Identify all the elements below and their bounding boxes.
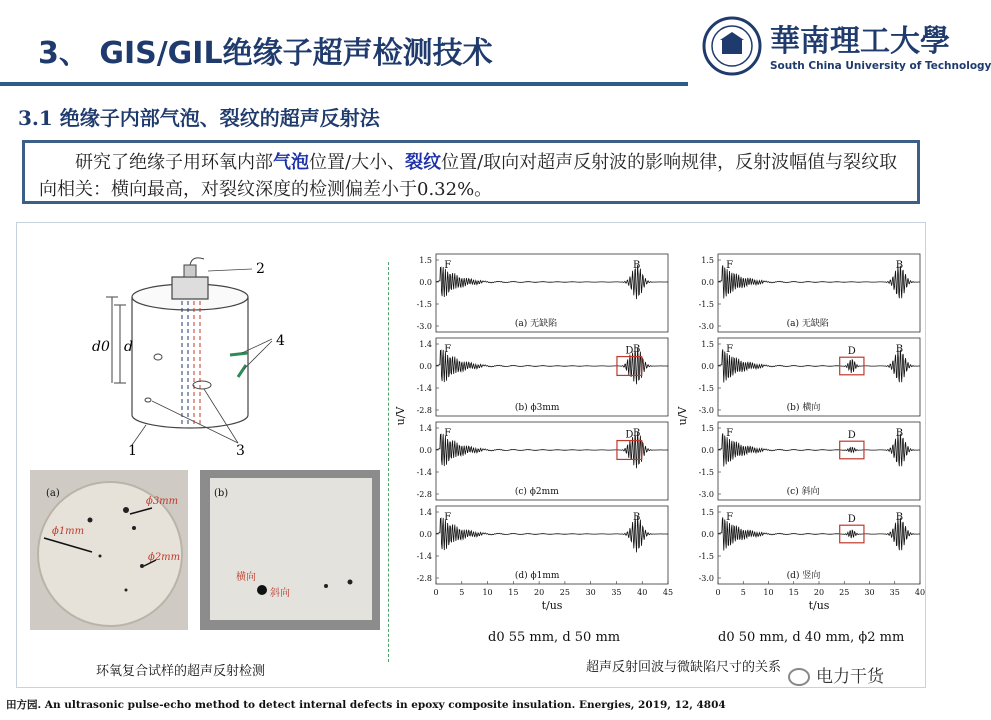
x-tick-label: 40 [914, 588, 926, 597]
echo-label-f: F [444, 260, 452, 271]
echo-label-f: F [726, 344, 734, 355]
y-tick-label: 1.4 [419, 340, 432, 349]
panel-label: (b) ϕ3mm [514, 403, 560, 413]
x-tick-label: 35 [611, 588, 622, 597]
y-tick-label: -3.0 [416, 322, 432, 331]
y-tick-label: -3.0 [698, 406, 714, 415]
echo-label-b: B [632, 344, 641, 355]
x-tick-label: 40 [637, 588, 648, 597]
y-tick-label: 0.0 [419, 530, 432, 539]
summary-box [22, 140, 920, 204]
waveform-chart-size [390, 246, 680, 636]
y-tick-label: -3.0 [698, 574, 714, 583]
caption-right: 超声反射回波与微缺陷尺寸的关系 [586, 660, 782, 675]
panel-label: (b) 横向 [786, 403, 821, 413]
y-tick-label: -1.5 [698, 468, 714, 477]
y-tick-label: 0.0 [701, 530, 714, 539]
echo-label-f: F [726, 428, 734, 439]
y-tick-label: -1.4 [416, 552, 432, 561]
x-axis-label: t/us [808, 599, 830, 612]
y-tick-label: 1.4 [419, 424, 432, 433]
x-tick-label: 5 [459, 588, 465, 597]
waveform-series [718, 265, 920, 298]
echo-label-f: F [726, 260, 734, 271]
reference-line: 田方园. An ultrasonic pulse-echo method to detect internal defects in epoxy composite insulation. Energies, 2019, 12, 4804 [0, 690, 960, 720]
d-label: d [124, 339, 133, 355]
y-axis-label: u/V [394, 406, 407, 426]
echo-label-b: B [632, 428, 641, 439]
x-tick-label: 15 [508, 588, 519, 597]
x-tick-label: 25 [839, 588, 850, 597]
echo-label-b: B [632, 260, 641, 271]
x-tick-label: 35 [889, 588, 900, 597]
title-divider [0, 82, 688, 86]
x-tick-label: 30 [585, 588, 596, 597]
y-tick-label: 1.5 [701, 424, 714, 433]
y-tick-label: 1.5 [701, 256, 714, 265]
summary-text-3: 位置/取向对超声反射波的影响规律，反射波幅值与裂纹取向相关：横向最高，对裂纹深度的检测偏差小于0.32%。 [39, 152, 898, 200]
photo-a-label-2mm: ϕ2mm [148, 552, 181, 563]
summary-text-2: 位置/大小、 [309, 152, 406, 173]
waveform-series [718, 517, 920, 550]
section-heading: 3.1 绝缘子内部气泡、裂纹的超声反射法 [18, 106, 380, 130]
echo-label-b: B [632, 512, 641, 523]
photo-b [200, 470, 380, 630]
panel-label: (d) ϕ1mm [514, 571, 560, 581]
label-2: 2 [256, 261, 265, 277]
waveform-series [718, 349, 920, 382]
panel-label: (a) 无缺陷 [786, 319, 829, 329]
photo-a-tag: (a) [46, 488, 60, 499]
x-tick-label: 10 [763, 588, 774, 597]
y-tick-label: 1.5 [701, 508, 714, 517]
watermark-text: 电力干货 [816, 667, 884, 687]
waveform-series [718, 433, 920, 466]
x-tick-label: 20 [813, 588, 825, 597]
echo-label-b: B [895, 260, 904, 271]
summary-text-1: 研究了绝缘子用环氧内部 [75, 152, 273, 173]
x-tick-label: 0 [433, 588, 439, 597]
y-tick-label: 0.0 [701, 278, 714, 287]
echo-label-f: F [726, 512, 734, 523]
panel-label: (c) ϕ2mm [514, 487, 559, 497]
x-tick-label: 0 [715, 588, 721, 597]
y-tick-label: -1.4 [416, 468, 432, 477]
waveform-chart-orientation [672, 246, 932, 636]
echo-label-b: B [895, 428, 904, 439]
photo-b-label-horizontal: 横向 [236, 572, 256, 583]
y-tick-label: 0.0 [419, 446, 432, 455]
x-tick-label: 20 [534, 588, 545, 597]
university-logo [700, 14, 991, 80]
group2-params: d0 50 mm, d 40 mm, ϕ2 mm [718, 630, 905, 645]
logo-cn-name: 華南理工大學 [770, 24, 950, 59]
y-tick-label: 0.0 [419, 278, 432, 287]
y-tick-label: 1.5 [701, 340, 714, 349]
y-tick-label: 0.0 [419, 362, 432, 371]
x-axis-label: t/us [541, 599, 563, 612]
wechat-icon [788, 668, 810, 686]
y-tick-label: 0.0 [701, 362, 714, 371]
x-tick-label: 15 [788, 588, 799, 597]
y-tick-label: -1.5 [698, 300, 714, 309]
y-tick-label: -3.0 [698, 322, 714, 331]
echo-label-f: F [444, 428, 452, 439]
echo-label-d: D [847, 346, 856, 358]
echo-label-f: F [444, 512, 452, 523]
photo-a-label-1mm: ϕ1mm [52, 526, 85, 537]
y-tick-label: -1.5 [416, 300, 432, 309]
y-tick-label: -1.5 [698, 552, 714, 561]
x-tick-label: 30 [864, 588, 875, 597]
y-tick-label: 0.0 [701, 446, 714, 455]
x-tick-label: 5 [740, 588, 746, 597]
photo-b-label-oblique: 斜向 [270, 588, 290, 599]
y-tick-label: -2.8 [416, 574, 432, 583]
group1-params: d0 55 mm, d 50 mm [488, 630, 621, 645]
photo-b-tag: (b) [214, 488, 229, 499]
echo-label-b: B [895, 344, 904, 355]
echo-label-b: B [895, 512, 904, 523]
photo-a-label-3mm: ϕ3mm [146, 496, 179, 507]
y-tick-label: 1.4 [419, 508, 432, 517]
summary-keyword-bubble: 气泡 [273, 152, 309, 173]
y-tick-label: 1.5 [419, 256, 432, 265]
panel-label: (c) 斜向 [786, 487, 820, 497]
d0-label: d0 [92, 339, 110, 355]
label-3: 3 [236, 443, 245, 459]
photo-a [30, 470, 188, 630]
logo-en-name: South China University of Technology [770, 60, 991, 72]
label-4: 4 [276, 333, 285, 349]
x-tick-label: 45 [662, 588, 674, 597]
x-tick-label: 10 [482, 588, 493, 597]
summary-keyword-crack: 裂纹 [405, 152, 442, 173]
slide-title: 3、 GIS/GIL绝缘子超声检测技术 [38, 36, 493, 71]
specimen-diagram [80, 255, 310, 465]
x-tick-label: 25 [559, 588, 570, 597]
y-tick-label: -2.8 [416, 490, 432, 499]
y-tick-label: -1.4 [416, 384, 432, 393]
panel-label: (a) 无缺陷 [514, 319, 558, 329]
echo-label-f: F [444, 344, 452, 355]
watermark [788, 662, 884, 687]
echo-label-d: D [625, 345, 634, 357]
y-tick-label: -1.5 [698, 384, 714, 393]
echo-label-d: D [625, 429, 634, 441]
y-tick-label: -2.8 [416, 406, 432, 415]
panel-label: (d) 竖向 [786, 571, 821, 581]
echo-label-d: D [847, 514, 856, 526]
y-tick-label: -3.0 [698, 490, 714, 499]
y-axis-label: u/V [676, 406, 689, 426]
caption-left: 环氧复合试样的超声反射检测 [96, 664, 266, 679]
echo-label-d: D [847, 430, 856, 442]
label-1: 1 [128, 443, 137, 459]
